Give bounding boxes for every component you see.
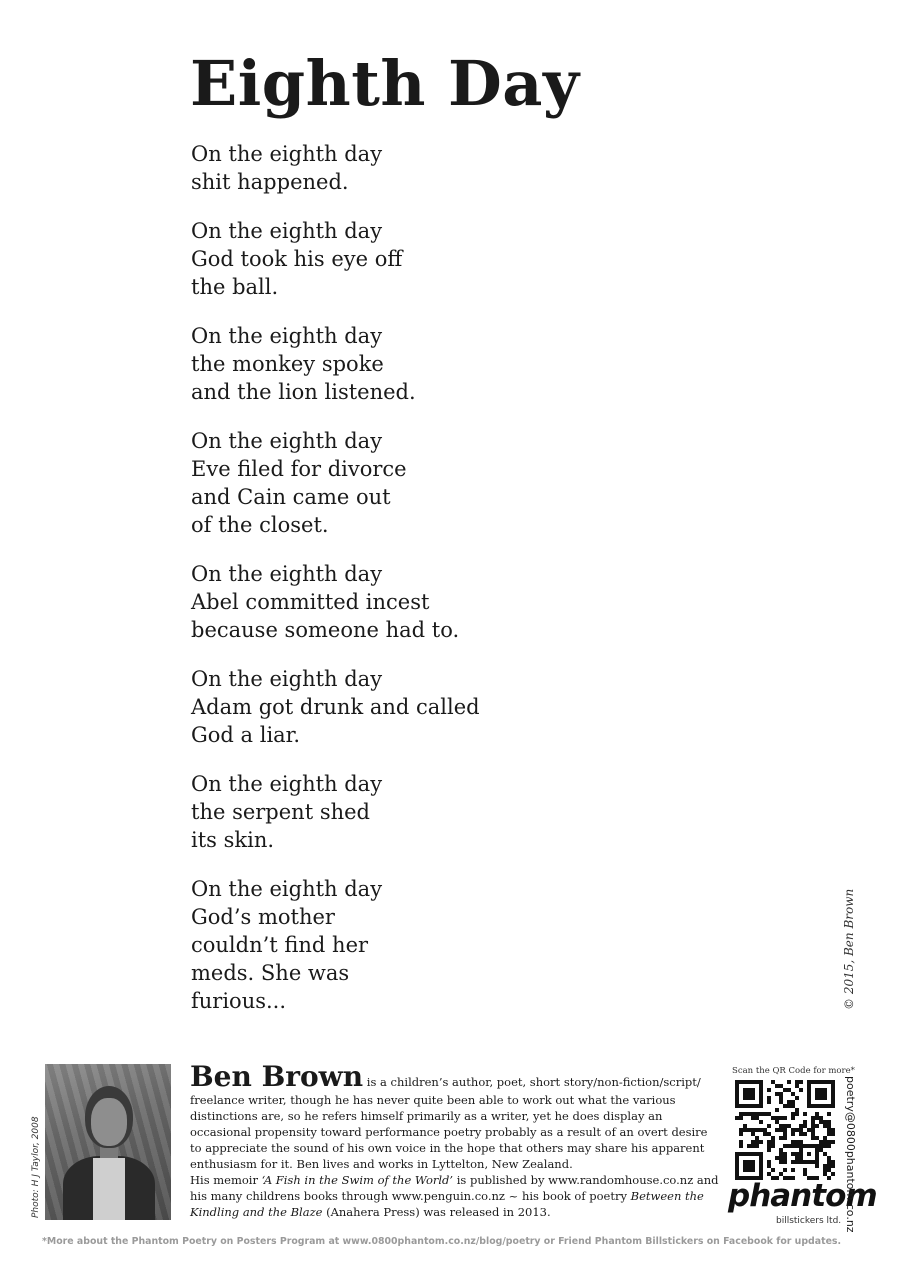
poem-line: shit happened. [191, 170, 349, 194]
memoir-title: ‘A Fish in the Swim of the World’ [261, 1173, 454, 1187]
poem-line: its skin. [191, 828, 275, 852]
poem-stanza [191, 770, 480, 854]
poem-line: furious... [191, 989, 287, 1013]
poem-line: On the eighth day [191, 562, 383, 586]
poem-line: Eve filed for divorce [191, 457, 407, 481]
poem-stanza [191, 427, 480, 539]
poem-stanza [191, 217, 480, 301]
poem-line: On the eighth day [191, 429, 383, 453]
poem-line: of the closet. [191, 513, 329, 537]
poem-line: God took his eye off [191, 247, 403, 271]
poem-body [191, 140, 480, 1036]
footer-note: *More about the Phantom Poetry on Posters Program at www.0800phantom.co.nz/blog/poetry or Friend Phantom Billstickers on Facebook for updates. [42, 1236, 842, 1247]
poem-line: couldn’t find her [191, 933, 369, 957]
poem-line: because someone had to. [191, 618, 460, 642]
poem-line: Adam got drunk and called [191, 695, 480, 719]
poem-line: the ball. [191, 275, 279, 299]
poem-line: God a liar. [191, 723, 301, 747]
bio-poetry-suffix: (Anahera Press) was released in 2013. [322, 1205, 551, 1219]
poem-line: On the eighth day [191, 219, 383, 243]
poem-line: Abel committed incest [191, 590, 430, 614]
poem-line: the serpent shed [191, 800, 370, 824]
qr-code[interactable] [735, 1080, 835, 1180]
bio-memoir-prefix: His memoir [190, 1173, 262, 1187]
poem-stanza [191, 322, 480, 406]
phantom-logo: phantom [728, 1178, 877, 1214]
poem-line: the monkey spoke [191, 352, 384, 376]
poem-line: and Cain came out [191, 485, 391, 509]
copyright-notice: © 2015, Ben Brown [842, 888, 856, 1010]
poem-line: God’s mother [191, 905, 335, 929]
photo-credit: Photo: H J Taylor, 2008 [31, 1116, 41, 1218]
author-bio [190, 1062, 720, 1220]
author-photo [45, 1064, 171, 1220]
poem-line: meds. She was [191, 961, 350, 985]
bio-memoir-suffix: is published by www.randomhouse.co.nz and his many childrens books through www.penguin.co.nz ~ his book of poetry [190, 1173, 719, 1203]
poem-line: On the eighth day [191, 667, 383, 691]
poem-stanza [191, 665, 480, 749]
poem-line: and the lion listened. [191, 380, 416, 404]
poetry-book-title: Between the Kindling and the Blaze [190, 1189, 704, 1219]
poem-title: Eighth Day [190, 47, 580, 120]
poem-stanza [191, 140, 480, 196]
brand-subtitle: billstickers ltd. [776, 1216, 842, 1226]
bio-text: is a children’s author, poet, short story/non-fiction/script/ freelance writer, though he has never quite been able to work out what the various distinctions are, so he refers himself primarily as a writer, yet he does display an occasional propensity toward performance poetry probably as a result of an overt desire to appreciate the sound of his own voice in the hope that others may share his apparent enthusiasm for it. Ben lives and works in Lyttelton, New Zealand. [190, 1075, 708, 1171]
poem-line: On the eighth day [191, 772, 383, 796]
poem-line: On the eighth day [191, 324, 383, 348]
contact-email: poetry@0800phantom.co.nz [844, 1076, 857, 1233]
author-name: Ben Brown [190, 1060, 364, 1093]
poem-stanza [191, 560, 480, 644]
poem-line: On the eighth day [191, 877, 383, 901]
poem-stanza [191, 875, 480, 1015]
poem-line: On the eighth day [191, 142, 383, 166]
qr-caption: Scan the QR Code for more* [732, 1066, 855, 1076]
